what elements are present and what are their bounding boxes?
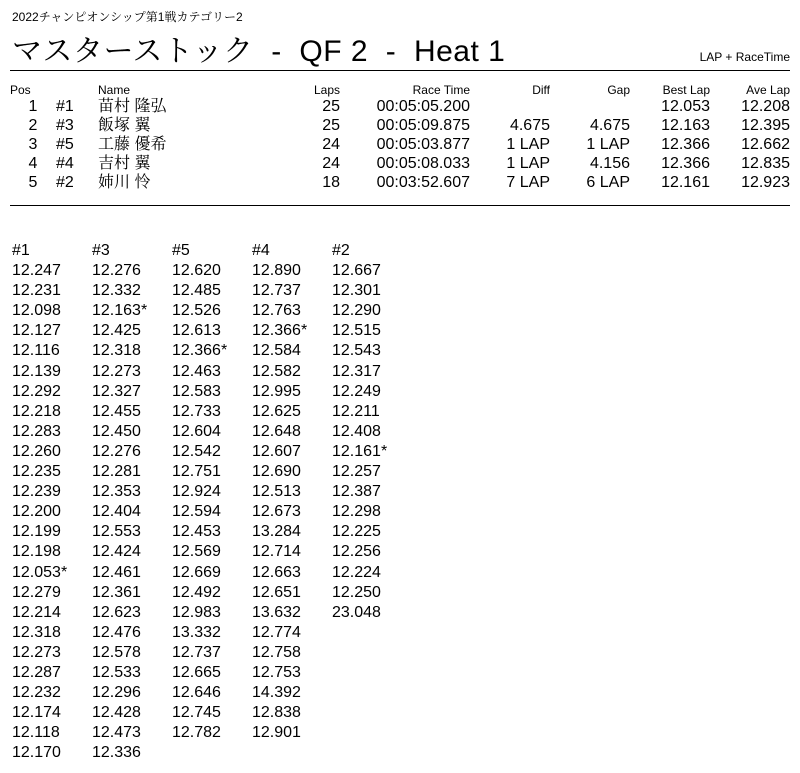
lap-time: 12.225 (332, 523, 381, 541)
lap-time: 12.317 (332, 362, 381, 380)
lap-time: 12.327 (92, 382, 141, 400)
lap-time: 12.745 (172, 704, 221, 722)
result-ave-lap: 12.662 (741, 136, 790, 153)
lap-time: 12.256 (332, 543, 381, 561)
lap-time: 12.485 (172, 282, 221, 300)
result-laps: 25 (322, 117, 340, 134)
col-laps: Laps (313, 83, 340, 97)
lap-time: 12.425 (92, 322, 141, 340)
result-race-time: 00:05:08.033 (376, 155, 470, 172)
lap-time: 12.301 (332, 282, 381, 300)
lap-time: 12.332 (92, 282, 141, 300)
col-gap: Gap (607, 83, 630, 97)
lap-time: 12.714 (252, 543, 301, 561)
result-laps: 18 (322, 174, 340, 191)
result-ave-lap: 12.208 (741, 98, 790, 115)
lap-time: 12.276 (92, 262, 141, 280)
lap-time: 12.231 (12, 282, 61, 300)
lap-column-driver: #2 (332, 242, 350, 259)
lap-time: 12.118 (12, 724, 60, 742)
result-driver-name: 姉川 怜 (98, 174, 151, 191)
lap-time: 12.273 (12, 643, 61, 661)
lap-time: 12.450 (92, 422, 141, 440)
lap-time: 12.318 (12, 623, 61, 641)
lap-time: 12.625 (252, 402, 301, 420)
lap-time: 12.260 (12, 442, 61, 460)
result-diff (470, 97, 550, 116)
lap-time: 12.513 (252, 483, 301, 501)
lap-time: 12.648 (252, 422, 301, 440)
results-body (10, 97, 790, 192)
result-row (10, 135, 790, 154)
col-race-time: Race Time (412, 83, 470, 97)
lap-time: 12.218 (12, 402, 61, 420)
lap-time: 12.584 (252, 342, 301, 360)
lap-time: 12.199 (12, 523, 61, 541)
lap-time: 12.578 (92, 643, 141, 661)
lap-time: 12.170 (12, 744, 61, 762)
lap-time: 12.247 (12, 262, 61, 280)
lap-column (332, 241, 412, 763)
result-diff: 7 LAP (506, 174, 550, 191)
lap-time: 12.774 (252, 623, 301, 641)
lap-time: 12.582 (252, 362, 301, 380)
lap-time: 12.667 (332, 262, 381, 280)
lap-time: 12.983 (172, 603, 221, 621)
lap-column (92, 241, 172, 763)
lap-time: 12.583 (172, 382, 221, 400)
lap-time: 12.366* (252, 322, 308, 340)
result-laps: 24 (322, 155, 340, 172)
lap-time: 12.200 (12, 503, 61, 521)
lap-time: 12.428 (92, 704, 141, 722)
result-pos: 4 (28, 155, 38, 172)
result-ave-lap: 12.923 (741, 174, 790, 191)
result-row (10, 154, 790, 173)
result-best-lap: 12.161 (661, 174, 710, 191)
lap-time: 12.995 (252, 382, 301, 400)
result-driver-name: 苗村 隆弘 (98, 98, 167, 115)
lap-time: 12.673 (252, 503, 301, 521)
lap-time: 13.632 (252, 603, 301, 621)
lap-column (12, 241, 92, 763)
lap-time: 12.139 (12, 362, 61, 380)
result-gap: 4.156 (589, 155, 630, 172)
lap-time: 12.408 (332, 422, 381, 440)
result-pos: 2 (28, 117, 38, 134)
lap-time: 12.424 (92, 543, 141, 561)
lap-time: 12.604 (172, 422, 221, 440)
lap-time: 13.332 (172, 623, 221, 641)
header-divider (10, 70, 790, 71)
result-gap: 1 LAP (586, 136, 630, 153)
lap-time: 13.284 (252, 523, 301, 541)
result-race-time: 00:03:52.607 (376, 174, 470, 191)
lap-time: 12.690 (252, 463, 301, 481)
lap-time: 12.623 (92, 603, 141, 621)
lap-time: 12.453 (172, 523, 221, 541)
col-pos: Pos (10, 83, 31, 97)
results-divider (10, 205, 790, 206)
result-gap: 6 LAP (586, 174, 630, 191)
lap-time: 12.751 (172, 463, 221, 481)
col-name: Name (98, 83, 131, 97)
lap-time: 12.733 (172, 402, 221, 420)
result-kart-no: #3 (56, 117, 74, 134)
event-subtitle: 2022チャンピオンシップ第1戦カテゴリー2 (12, 10, 243, 24)
result-kart-no: #2 (56, 174, 74, 191)
lap-column-driver: #1 (12, 242, 30, 259)
lap-time: 12.476 (92, 623, 141, 641)
result-best-lap: 12.163 (661, 117, 710, 134)
lap-time: 12.782 (172, 724, 221, 742)
result-diff: 4.675 (509, 117, 550, 134)
lap-time: 12.901 (252, 724, 301, 742)
result-race-time: 00:05:09.875 (376, 117, 470, 134)
lap-column-driver: #4 (252, 242, 270, 259)
lap-time: 12.053* (12, 563, 68, 581)
lap-time: 12.336 (92, 744, 141, 762)
results-table (10, 83, 790, 192)
lap-time: 12.569 (172, 543, 221, 561)
lap-time: 12.361 (92, 583, 141, 601)
lap-time: 12.298 (332, 503, 381, 521)
lap-time: 12.890 (252, 262, 301, 280)
lap-time: 12.281 (92, 463, 141, 481)
result-diff: 1 LAP (506, 155, 550, 172)
result-diff: 1 LAP (506, 136, 550, 153)
page-title: マスターストック - QF 2 - Heat 1 (12, 35, 506, 68)
result-gap (550, 97, 630, 116)
result-kart-no: #5 (56, 136, 74, 153)
results-header-row (10, 83, 790, 97)
result-pos: 5 (28, 174, 38, 191)
lap-time: 12.296 (92, 684, 141, 702)
result-driver-name: 吉村 翼 (98, 155, 151, 172)
col-best-lap: Best Lap (662, 83, 710, 97)
lap-time: 12.461 (92, 563, 141, 581)
lap-column (172, 241, 252, 763)
col-diff: Diff (532, 83, 550, 97)
result-best-lap: 12.366 (661, 155, 710, 172)
lap-time: 12.235 (12, 463, 61, 481)
lap-time: 12.594 (172, 503, 221, 521)
lap-time: 12.366* (172, 342, 228, 360)
lap-time: 12.515 (332, 322, 381, 340)
lap-time: 23.048 (332, 603, 381, 621)
lap-time: 12.098 (12, 302, 61, 320)
result-kart-no: #4 (56, 155, 74, 172)
lap-time: 12.665 (172, 663, 221, 681)
lap-time: 12.249 (332, 382, 381, 400)
result-best-lap: 12.053 (661, 98, 710, 115)
result-race-time: 00:05:05.200 (376, 98, 470, 115)
lap-time: 12.224 (332, 563, 381, 581)
lap-time: 12.174 (12, 704, 61, 722)
lap-time: 12.387 (332, 483, 381, 501)
result-kart-no: #1 (56, 98, 74, 115)
result-gap: 4.675 (589, 117, 630, 134)
result-ave-lap: 12.835 (741, 155, 790, 172)
result-best-lap: 12.366 (661, 136, 710, 153)
lap-time: 12.737 (172, 643, 221, 661)
result-driver-name: 飯塚 翼 (98, 117, 151, 134)
lap-time: 12.292 (12, 382, 61, 400)
lap-time: 12.116 (12, 342, 60, 360)
lap-time: 12.353 (92, 483, 141, 501)
lap-time: 12.250 (332, 583, 381, 601)
lap-time: 12.607 (252, 442, 301, 460)
lap-time: 12.273 (92, 362, 141, 380)
lap-time: 12.553 (92, 523, 141, 541)
lap-time: 12.287 (12, 663, 61, 681)
result-ave-lap: 12.395 (741, 117, 790, 134)
lap-time: 12.318 (92, 342, 141, 360)
lap-column-driver: #5 (172, 242, 190, 259)
lap-time: 12.526 (172, 302, 221, 320)
lap-time: 12.163* (92, 302, 148, 320)
lap-time: 12.127 (12, 322, 61, 340)
lap-time: 12.211 (332, 402, 380, 420)
lap-time: 12.473 (92, 724, 141, 742)
lap-time: 12.763 (252, 302, 301, 320)
lap-times-section (12, 241, 412, 763)
lap-time: 12.542 (172, 442, 221, 460)
lap-time: 12.492 (172, 583, 221, 601)
lap-time: 12.758 (252, 643, 301, 661)
lap-time: 12.613 (172, 322, 221, 340)
lap-time: 12.924 (172, 483, 221, 501)
lap-time: 12.463 (172, 362, 221, 380)
lap-column (252, 241, 332, 763)
lap-time: 12.198 (12, 543, 61, 561)
display-mode-label: LAP + RaceTime (699, 50, 790, 64)
lap-time: 12.669 (172, 563, 221, 581)
lap-time: 14.392 (252, 684, 301, 702)
lap-time: 12.232 (12, 684, 61, 702)
result-laps: 25 (322, 98, 340, 115)
lap-time: 12.290 (332, 302, 381, 320)
result-row (10, 97, 790, 116)
result-laps: 24 (322, 136, 340, 153)
lap-time: 12.737 (252, 282, 301, 300)
lap-time: 12.279 (12, 583, 61, 601)
lap-time: 12.257 (332, 463, 381, 481)
lap-time: 12.214 (12, 603, 61, 621)
lap-time: 12.533 (92, 663, 141, 681)
lap-time: 12.663 (252, 563, 301, 581)
result-pos: 3 (28, 136, 38, 153)
lap-time: 12.646 (172, 684, 221, 702)
lap-time: 12.543 (332, 342, 381, 360)
lap-time: 12.838 (252, 704, 301, 722)
result-row (10, 116, 790, 135)
lap-column-driver: #3 (92, 242, 110, 259)
lap-time: 12.239 (12, 483, 61, 501)
lap-time: 12.283 (12, 422, 61, 440)
result-race-time: 00:05:03.877 (376, 136, 470, 153)
col-ave-lap: Ave Lap (746, 83, 790, 97)
result-row (10, 173, 790, 192)
lap-time: 12.455 (92, 402, 141, 420)
lap-time: 12.276 (92, 442, 141, 460)
lap-time: 12.161* (332, 442, 388, 460)
result-pos: 1 (28, 98, 38, 115)
lap-time: 12.753 (252, 663, 301, 681)
lap-time: 12.620 (172, 262, 221, 280)
result-driver-name: 工藤 優希 (98, 136, 167, 153)
lap-time: 12.651 (252, 583, 301, 601)
lap-time: 12.404 (92, 503, 141, 521)
